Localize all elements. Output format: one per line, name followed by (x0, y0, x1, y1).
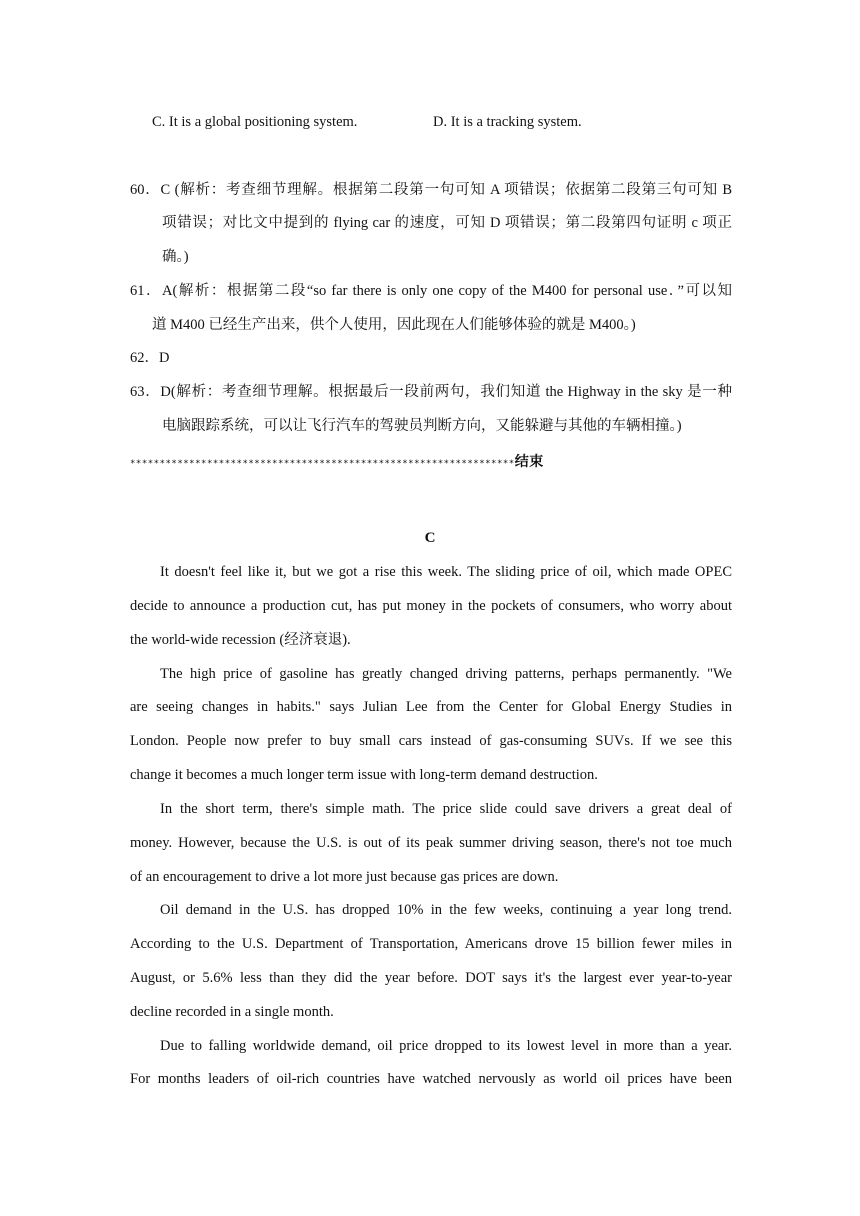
answer-61-line-2: 道 M400 已经生产出来，供个人使用，因此现在人们能够体验的就是 M400。) (152, 317, 636, 333)
separator-end-label: 结束 (514, 454, 544, 470)
option-d: D. It is a tracking system. (433, 114, 582, 130)
p1-line-3: the world-wide recession (经济衰退). (130, 632, 351, 648)
p4-line-4: decline recorded in a single month. (130, 1004, 334, 1020)
p3-line-1: In the short term, there's simple math. The price slide could save drivers a great deal of (160, 801, 732, 817)
passage-heading: C (424, 530, 436, 546)
answer-62: 62．D (130, 350, 170, 366)
p4-line-1: Oil demand in the U.S. has dropped 10% in the few weeks, continuing a year long trend. (160, 902, 732, 918)
answer-60-line-1: 60．C (解析：考查细节理解。根据第二段第一句可知 A 项错误；依据第二段第三句可知 B (130, 182, 732, 198)
option-c: C. It is a global positioning system. (152, 114, 358, 130)
p1-line-1: It doesn't feel like it, but we got a rise this week. The sliding price of oil, which made OPEC (160, 564, 732, 580)
answer-60-line-2: 项错误；对比文中提到的 flying car 的速度，可知 D 项错误；第二段第四句证明 c 项正 (162, 215, 732, 231)
answer-61-line-1: 61．A(解析：根据第二段“so far there is only one copy of the M400 for personal use．”可以知 (130, 283, 732, 299)
p4-line-3: August, or 5.6% less than they did the year before. DOT says it's the largest ever year-to-year (130, 970, 732, 986)
p3-line-3: of an encouragement to drive a lot more just because gas prices are down. (130, 869, 559, 885)
p2-line-4: change it becomes a much longer term issue with long-term demand destruction. (130, 767, 598, 783)
section-separator (130, 452, 544, 474)
p2-line-2: are seeing changes in habits." says Julian Lee from the Center for Global Energy Studies in (130, 699, 732, 715)
answer-63-line-2: 电脑跟踪系统，可以让飞行汽车的驾驶员判断方向，又能躲避与其他的车辆相撞。) (162, 418, 682, 434)
p3-line-2: money. However, because the U.S. is out of its peak summer driving season, there's not toe much (130, 835, 732, 851)
p4-line-2: According to the U.S. Department of Transportation, Americans drove 15 billion fewer miles in (130, 936, 732, 952)
answer-60-line-3: 确。) (162, 249, 189, 265)
answer-63-line-1: 63．D(解析：考查细节理解。根据最后一段前两句，我们知道 the Highway in the sky 是一种 (130, 384, 732, 400)
p5-line-2: For months leaders of oil-rich countries have watched nervously as world oil prices have been (130, 1071, 732, 1087)
p2-line-3: London. People now prefer to buy small cars instead of gas-consuming SUVs. If we see this (130, 733, 732, 749)
separator-stars: ***************************************************************** (130, 459, 515, 469)
p1-line-2: decide to announce a production cut, has put money in the pockets of consumers, who worry about (130, 598, 732, 614)
p5-line-1: Due to falling worldwide demand, oil price dropped to its lowest level in more than a year. (160, 1038, 732, 1054)
p2-line-1: The high price of gasoline has greatly changed driving patterns, perhaps permanently. "We (160, 666, 732, 682)
